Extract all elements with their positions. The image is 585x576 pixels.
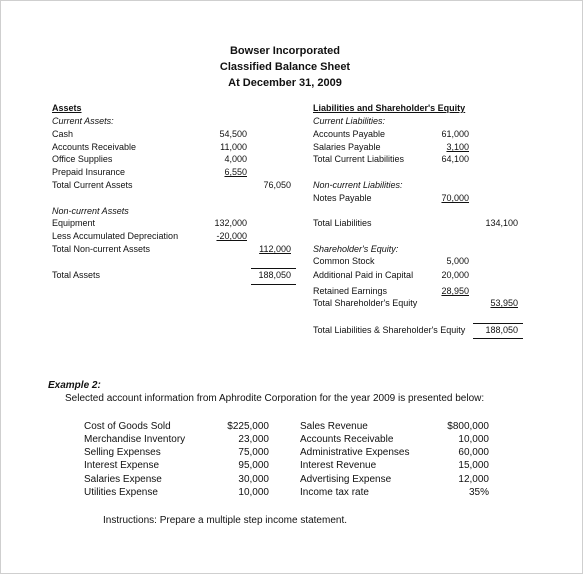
apic-label: Additional Paid in Capital bbox=[313, 270, 414, 280]
example-left-amount-1: 23,000 bbox=[238, 434, 269, 445]
example-left-amount-0: $225,000 bbox=[227, 421, 269, 432]
example-right-amount-3: 15,000 bbox=[458, 460, 489, 471]
total-assets-rule-bottom bbox=[251, 284, 296, 285]
example-right-label-1: Accounts Receivable bbox=[300, 434, 394, 445]
total-current-liabilities-label: Total Current Liabilities bbox=[313, 154, 405, 164]
example-intro: Selected account information from Aphrodite Corporation for the year 2009 is presented below: bbox=[65, 393, 485, 404]
example-right-amount-4: 12,000 bbox=[458, 474, 489, 485]
noncurrent-assets-heading: Non-current Assets bbox=[52, 206, 129, 216]
example-right-amount-1: 10,000 bbox=[458, 434, 489, 445]
assets-heading: Assets bbox=[52, 103, 82, 113]
total-liabilities-amount: 134,100 bbox=[485, 218, 518, 228]
example-left-amount-2: 75,000 bbox=[238, 447, 269, 458]
total-equity-amount: 53,950 bbox=[490, 298, 518, 308]
example-left-label-1: Merchandise Inventory bbox=[84, 434, 186, 445]
liability-label-ap: Accounts Payable bbox=[313, 129, 386, 139]
example-right-label-3: Interest Revenue bbox=[300, 460, 377, 471]
example-right-label-0: Sales Revenue bbox=[300, 421, 368, 432]
liabilities-heading: Liabilities and Shareholder's Equity bbox=[313, 103, 466, 113]
asset-label-cash: Cash bbox=[52, 129, 74, 139]
example-right-amount-0: $800,000 bbox=[447, 421, 489, 432]
total-liabilities-equity-rule-bottom bbox=[473, 338, 523, 339]
example-left-label-0: Cost of Goods Sold bbox=[84, 421, 171, 432]
total-current-assets-label: Total Current Assets bbox=[52, 180, 133, 190]
example-left-label-3: Interest Expense bbox=[84, 460, 160, 471]
example-right-amount-2: 60,000 bbox=[458, 447, 489, 458]
asset-label-depreciation: Less Accumulated Depreciation bbox=[52, 231, 179, 241]
asset-label-supplies: Office Supplies bbox=[52, 154, 113, 164]
total-liabilities-equity-amount: 188,050 bbox=[485, 325, 518, 335]
example-left-amount-5: 10,000 bbox=[238, 487, 269, 498]
example-instructions: Instructions: Prepare a multiple step income statement. bbox=[103, 515, 348, 526]
retained-earnings-label: Retained Earnings bbox=[313, 286, 388, 296]
current-liabilities-heading: Current Liabilities: bbox=[313, 116, 386, 126]
example-left-amount-3: 95,000 bbox=[238, 460, 269, 471]
example-left-label-2: Selling Expenses bbox=[84, 447, 161, 458]
total-liabilities-label: Total Liabilities bbox=[313, 218, 372, 228]
asset-amount-cash: 54,500 bbox=[219, 129, 247, 139]
total-current-assets-amount: 76,050 bbox=[263, 180, 291, 190]
liability-amount-salaries: 3,100 bbox=[446, 142, 469, 152]
example-heading: Example 2: bbox=[48, 380, 101, 391]
liability-label-salaries: Salaries Payable bbox=[313, 142, 381, 152]
asset-label-equipment: Equipment bbox=[52, 218, 96, 228]
total-noncurrent-assets-label: Total Non-current Assets bbox=[52, 244, 151, 254]
retained-earnings-amount: 28,950 bbox=[441, 286, 469, 296]
noncurrent-liabilities-heading: Non-current Liabilities: bbox=[313, 180, 403, 190]
example-right-amount-5: 35% bbox=[468, 487, 489, 498]
example-left-amount-4: 30,000 bbox=[238, 474, 269, 485]
example-left-label-4: Salaries Expense bbox=[84, 474, 162, 485]
asset-amount-ar: 11,000 bbox=[220, 142, 247, 152]
notes-payable-label: Notes Payable bbox=[313, 193, 372, 203]
asset-amount-prepaid: 6,550 bbox=[224, 167, 247, 177]
asset-amount-depreciation: -20,000 bbox=[216, 231, 247, 241]
asset-label-prepaid: Prepaid Insurance bbox=[52, 167, 126, 177]
total-current-liabilities-amount: 64,100 bbox=[441, 154, 469, 164]
company-name: Bowser Incorporated bbox=[229, 45, 341, 57]
equity-heading: Shareholder's Equity: bbox=[313, 244, 399, 254]
example-right-label-2: Administrative Expenses bbox=[300, 447, 410, 458]
total-assets-rule-top bbox=[251, 268, 296, 269]
total-liabilities-equity-rule-top bbox=[473, 323, 523, 324]
total-liabilities-equity-label: Total Liabilities & Shareholder's Equity bbox=[313, 325, 466, 335]
total-assets-label: Total Assets bbox=[52, 270, 101, 280]
liability-amount-ap: 61,000 bbox=[441, 129, 469, 139]
statement-title: Classified Balance Sheet bbox=[219, 61, 351, 73]
asset-amount-equipment: 132,000 bbox=[214, 218, 247, 228]
notes-payable-amount: 70,000 bbox=[441, 193, 469, 203]
common-stock-label: Common Stock bbox=[313, 256, 375, 266]
total-assets-amount: 188,050 bbox=[258, 270, 291, 280]
example-right-label-5: Income tax rate bbox=[300, 487, 369, 498]
total-equity-label: Total Shareholder's Equity bbox=[313, 298, 418, 308]
asset-label-ar: Accounts Receivable bbox=[52, 142, 137, 152]
example-left-label-5: Utilities Expense bbox=[84, 487, 158, 498]
statement-date: At December 31, 2009 bbox=[228, 77, 342, 89]
current-assets-heading: Current Assets: bbox=[52, 116, 114, 126]
example-right-label-4: Advertising Expense bbox=[300, 474, 392, 485]
total-noncurrent-assets-amount: 112,000 bbox=[259, 244, 291, 254]
common-stock-amount: 5,000 bbox=[446, 256, 469, 266]
apic-amount: 20,000 bbox=[441, 270, 469, 280]
asset-amount-supplies: 4,000 bbox=[224, 154, 247, 164]
